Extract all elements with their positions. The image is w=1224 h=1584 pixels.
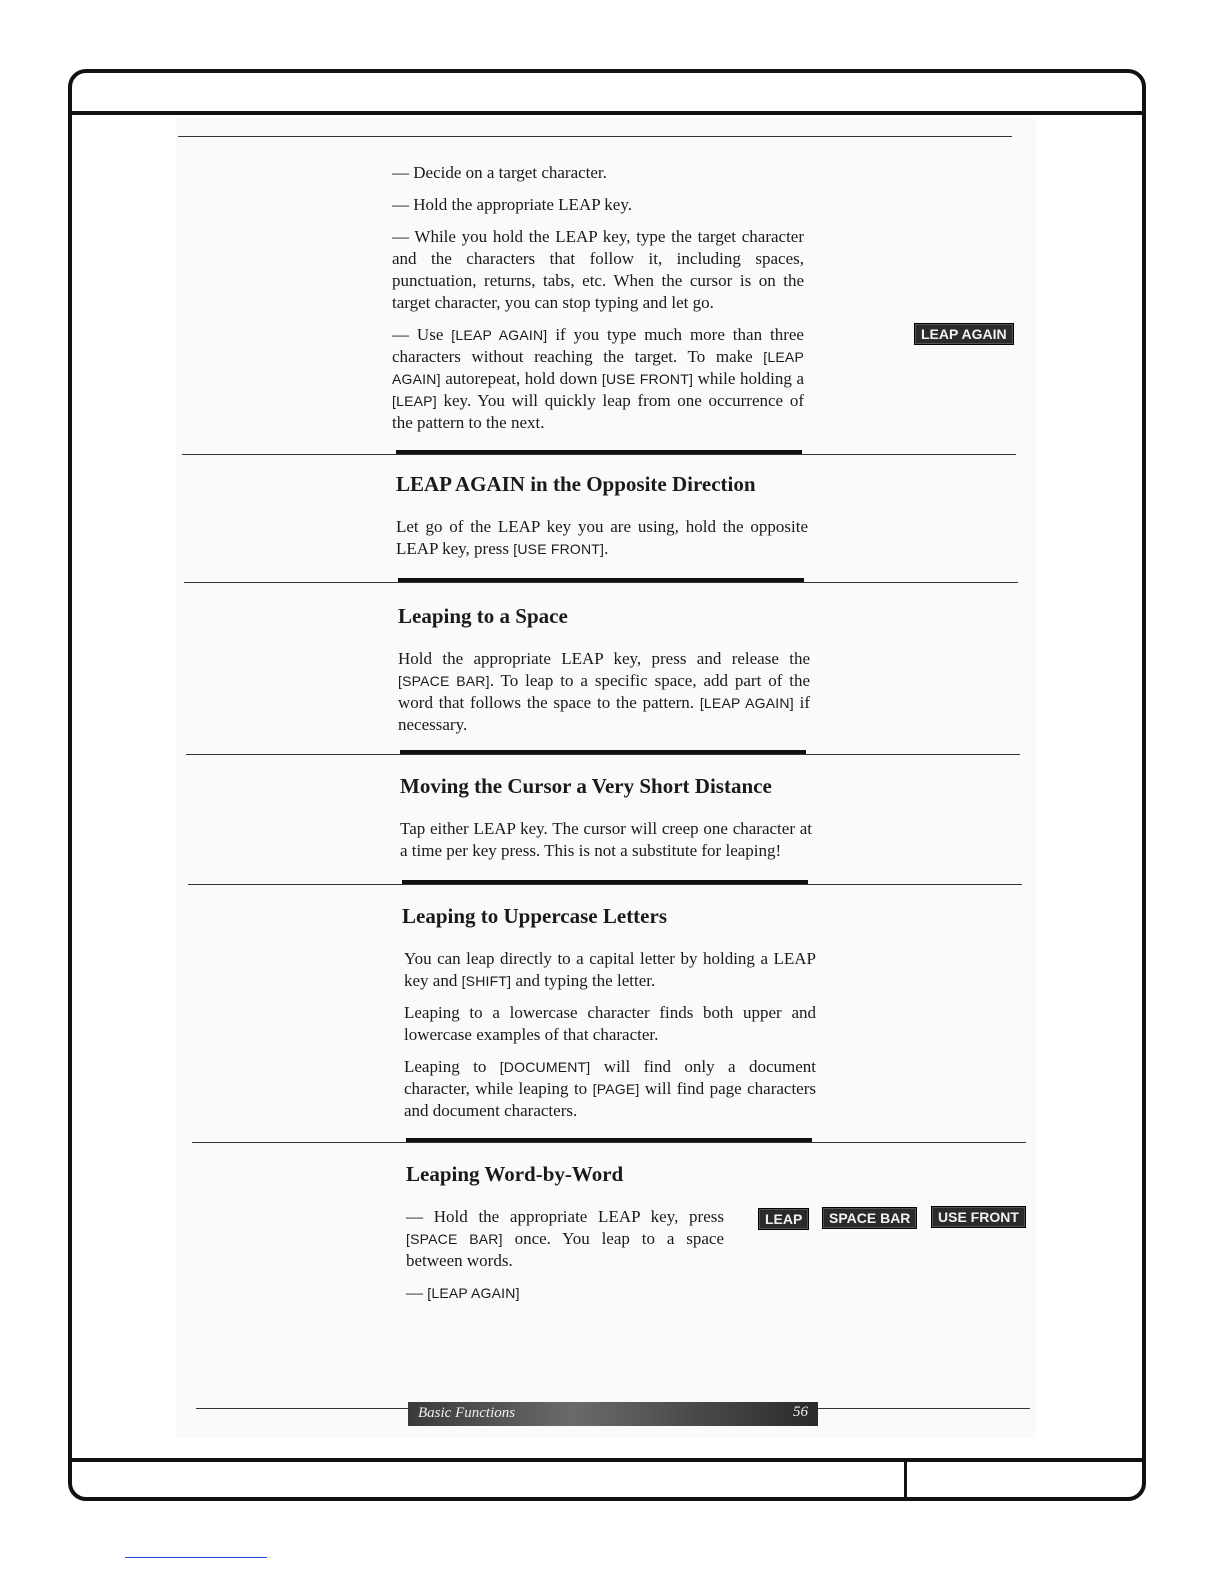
footer-section-label: Basic Functions — [418, 1405, 516, 1421]
key-space-bar: [SPACE BAR] — [406, 1231, 503, 1247]
step-4: — Use [LEAP AGAIN] if you type much more than three characters without reaching the target. To make [LEAP AGAIN] autorepeat, hold down [USE FRONT] while holding a [LEAP] key. You will quickly leap from one occurrence of the pattern to the next. — [392, 325, 804, 432]
section-rule — [188, 884, 1022, 885]
space-text: Hold the appropriate LEAP key, press and release the [SPACE BAR]. To leap to a specific space, add part of the word that follows the space to the pattern. [LEAP AGAIN] if necessary. — [398, 649, 811, 734]
scanned-page — [176, 118, 1036, 1438]
heading-opposite-direction: LEAP AGAIN in the Opposite Direction — [396, 472, 756, 496]
keycap-space-bar: SPACE BAR — [822, 1207, 917, 1229]
uppercase-text: You can leap directly to a capital letter by holding a LEAP key and [SHIFT] and typing the letter. Leaping to a lowercase character finds both upper and lowercase examples of that character. Leaping to [DOCUMENT] will find only a document character, while leaping to [PAGE] will find page characters and document characters. — [404, 949, 817, 1120]
short-text: Tap either LEAP key. The cursor will creep one character at a time per key press. This is not a substitute for leaping! — [400, 819, 812, 860]
page-number: 56 — [793, 1404, 808, 1420]
step-2: — Hold the appropriate LEAP key. — [392, 195, 632, 214]
heading-uppercase: Leaping to Uppercase Letters — [402, 904, 667, 928]
key-use-front: [USE FRONT] — [513, 541, 605, 557]
opposite-text: Let go of the LEAP key you are using, hold the opposite LEAP key, press [USE FRONT]. — [396, 517, 808, 558]
section-rule-bold — [396, 450, 802, 454]
section-rule — [192, 1142, 1026, 1143]
key-space-bar: [SPACE BAR] — [398, 673, 490, 689]
key-document: [DOCUMENT] — [499, 1059, 591, 1075]
key-leap-again: [LEAP AGAIN] — [451, 327, 548, 343]
section-rule — [184, 582, 1018, 583]
frame-bottom-divider — [904, 1460, 907, 1497]
link-underline — [125, 1557, 267, 1558]
frame-top-rule — [72, 111, 1142, 115]
section-rule-bold — [406, 1138, 812, 1142]
keycap-leap: LEAP — [758, 1208, 809, 1230]
heading-leaping-space: Leaping to a Space — [398, 604, 568, 628]
key-use-front: [USE FRONT] — [601, 371, 694, 387]
intro-steps — [392, 162, 804, 444]
key-leap-again: [LEAP AGAIN] — [427, 1285, 520, 1301]
key-leap: [LEAP] — [392, 393, 437, 409]
heading-word-by-word: Leaping Word-by-Word — [406, 1162, 624, 1186]
keycap-use-front: USE FRONT — [931, 1206, 1026, 1228]
key-leap-again: [LEAP AGAIN] — [699, 695, 794, 711]
section-rule — [186, 754, 1020, 755]
step-1: — Decide on a target character. — [392, 163, 607, 182]
key-leap-again: [LEAP AGAIN] — [392, 349, 804, 387]
section-rule — [182, 454, 1016, 455]
top-rule — [178, 136, 1012, 137]
footer-bar — [408, 1402, 818, 1426]
keycap-leap-again: LEAP AGAIN — [914, 323, 1014, 345]
section-rule-bold — [400, 750, 806, 754]
key-shift: [SHIFT] — [461, 973, 512, 989]
word-text: — Hold the appropriate LEAP key, press [SPACE BAR] once. You leap to a space between words. — [LEAP AGAIN] — [406, 1207, 725, 1302]
step-3: — While you hold the LEAP key, type the target character and the characters that follow it, including spaces, punctuation, returns, tabs, etc. When the cursor is on the target character, you can stop typing and let go. — [392, 227, 804, 312]
section-rule-bold — [398, 578, 804, 582]
section-rule-bold — [402, 880, 808, 884]
heading-short-distance: Moving the Cursor a Very Short Distance — [400, 774, 772, 798]
key-page: [PAGE] — [592, 1081, 640, 1097]
frame-bottom-rule — [72, 1458, 1142, 1462]
